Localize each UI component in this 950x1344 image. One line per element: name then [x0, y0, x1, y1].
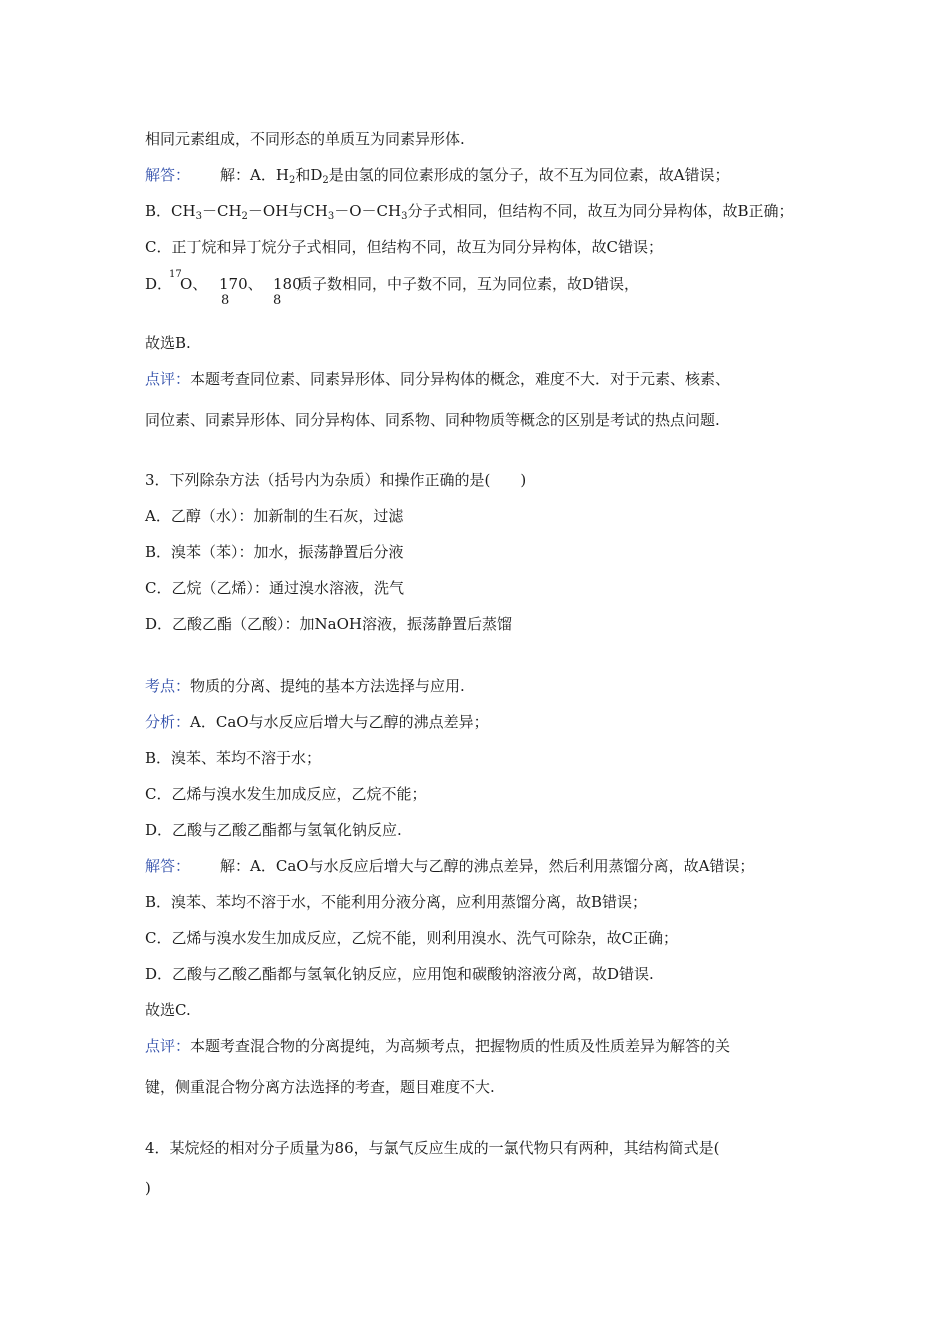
q4-question: 4．某烷烃的相对分子质量为86，与氯气反应生成的一氯代物只有两种，其结构简式是(	[145, 1139, 720, 1157]
q3-solution-b: B．溴苯、苯均不溶于水，不能利用分液分离，应利用蒸馏分离，故B错误；	[145, 893, 648, 911]
q3-review-2: 键，侧重混合物分离方法选择的考查，题目难度不大.	[145, 1078, 495, 1096]
q3-point: 考点：物质的分离、提纯的基本方法选择与应用.	[145, 677, 465, 695]
isotope-170: 170、	[219, 275, 263, 293]
q3-option-c: C．乙烷（乙烯）：通过溴水溶液，洗气	[145, 579, 404, 597]
q3-solution-c: C．乙烯与溴水发生加成反应，乙烷不能，则利用溴水、洗气可除杂，故C正确；	[145, 929, 678, 947]
analysis-label: 分析：	[145, 713, 191, 731]
q2-review-1: 点评：本题考查同位素、同素异形体、同分异构体的概念，难度不大．对于元素、核素、	[145, 370, 731, 388]
review-label: 点评：	[145, 1037, 191, 1055]
q3-analysis-b: B．溴苯、苯均不溶于水；	[145, 749, 322, 767]
q3-review-1: 点评：本题考查混合物的分离提纯，为高频考点，把握物质的性质及性质差异为解答的关	[145, 1037, 731, 1055]
q3-analysis-c: C．乙烯与溴水发生加成反应，乙烷不能；	[145, 785, 427, 803]
q2-choose: 故选B.	[145, 334, 191, 352]
solution-label: 解答：	[145, 857, 191, 875]
isotope-180: 180	[273, 275, 302, 293]
q3-question: 3．下列除杂方法（括号内为杂质）和操作正确的是( )	[145, 471, 527, 489]
q3-option-a: A．乙醇（水）：加新制的生石灰，过滤	[145, 507, 404, 525]
q2-review-2: 同位素、同素异形体、同分异构体、同系物、同种物质等概念的区别是考试的热点问题.	[145, 411, 720, 429]
q4-question-cont: )	[145, 1179, 151, 1197]
q3-choose: 故选C.	[145, 1001, 191, 1019]
q3-option-b: B．溴苯（苯）：加水，振荡静置后分液	[145, 543, 404, 561]
q3-solution-d: D．乙酸与乙酸乙酯都与氢氧化钠反应，应用饱和碳酸钠溶液分离，故D错误.	[145, 965, 654, 983]
q3-solution-a: 解答： 解：A．CaO与水反应后增大与乙醇的沸点差异，然后利用蒸馏分离，故A错误；	[145, 857, 755, 875]
q2-solution-d: D． 17 O、 170、 8 180 8 质子数相同，中子数不同，互为同位素，故D错误，	[145, 269, 640, 308]
q3-option-d: D．乙酸乙酯（乙酸）：加NaOH溶液，振荡静置后蒸馏	[145, 615, 512, 633]
point-label: 考点：	[145, 677, 191, 695]
q3-analysis-a: 分析：A．CaO与水反应后增大与乙醇的沸点差异；	[145, 713, 489, 731]
solution-label: 解答：	[145, 166, 191, 184]
q2-text-top: 相同元素组成，不同形态的单质互为同素异形体.	[145, 130, 465, 148]
q2-solution-c: C．正丁烷和异丁烷分子式相同，但结构不同，故互为同分异构体，故C错误；	[145, 238, 663, 256]
q3-analysis-d: D．乙酸与乙酸乙酯都与氢氧化钠反应.	[145, 821, 402, 839]
review-label: 点评：	[145, 370, 191, 388]
q2-solution-b: B．$CH_3-CH_2-OH$与$CH_3-O-CH_3$分子式相同，但结构不同，故互为同分异构体，故B正确；	[145, 202, 794, 222]
q2-solution-a: 解答： 解：A．$H_2$和$D_2$是由氢的同位素形成的氢分子，故不互为同位素，故A错误；	[145, 166, 730, 186]
